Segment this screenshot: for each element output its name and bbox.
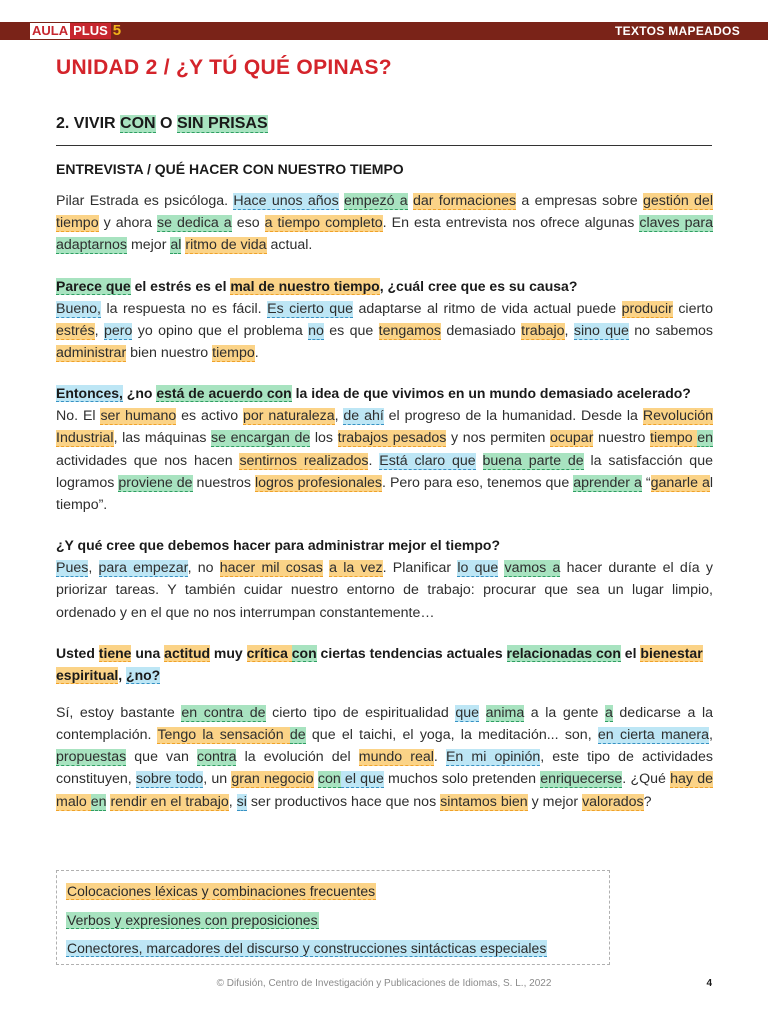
collocation-highlight: a la vez (329, 560, 383, 577)
collocation-highlight: dar formaciones (412, 193, 517, 209)
text-run: ciertas tendencias actuales (316, 644, 507, 661)
text-run: Pilar Estrada es psicóloga. (56, 193, 234, 209)
preposition-highlight: aprender a (573, 474, 642, 491)
preposition-highlight: proviene de (118, 474, 193, 491)
preposition-highlight: en (697, 430, 714, 447)
text-run: y ahora (98, 215, 157, 232)
connector-highlight: sino que (573, 322, 629, 339)
text-run: yo opino que el problema (132, 322, 309, 339)
text-run: ¿no (122, 385, 157, 402)
text-run: , ¿cuál cree que es su causa? (379, 277, 578, 294)
collocation-highlight: ritmo de vida (185, 237, 267, 254)
interview-answer (56, 702, 713, 813)
preposition-highlight: de (289, 727, 306, 744)
collocation-highlight: tiene (98, 644, 132, 661)
collocation-highlight: hacer mil cosas (219, 560, 323, 577)
text-run: el estrés es el (130, 277, 231, 294)
interview-question (56, 382, 713, 404)
text-run: , (334, 408, 344, 425)
text-run: dedicarse a la contemplación. (56, 704, 713, 744)
interview-answer (56, 405, 713, 516)
preposition-highlight: anima (485, 704, 525, 721)
text-run: actual. (266, 237, 313, 254)
text-run: . Planificar (382, 560, 458, 577)
section-divider (56, 145, 712, 146)
interview-question (56, 642, 713, 686)
text-run: muchos solo pretenden (383, 771, 541, 788)
page-number: 4 (706, 978, 712, 989)
text-run: , (88, 560, 99, 577)
text-run: . (254, 345, 259, 362)
spacer (56, 686, 713, 702)
text-run: a la gente (524, 704, 605, 721)
connector-highlight: en cierta manera (597, 727, 710, 744)
text-run: que van (126, 749, 198, 766)
text-run: “ (641, 474, 651, 491)
text-run: ¿Y qué cree que debemos hacer para administrar mejor el tiempo? (56, 537, 501, 554)
preposition-highlight: relacionadas con (506, 644, 621, 661)
collocation-highlight: ser humano (100, 408, 177, 425)
preposition-highlight: se encargan de (211, 430, 311, 447)
collocation-highlight: por naturaleza (242, 408, 335, 425)
section-label: TEXTOS MAPEADOS (615, 24, 740, 38)
text-run: la respuesta no es fácil. (100, 300, 268, 317)
collocation-highlight: sentirnos realizados (239, 452, 369, 469)
collocation-highlight: actitud (164, 644, 211, 661)
collocation-highlight: bienestar espiritual (56, 644, 703, 683)
interview-question (56, 534, 713, 556)
legend-label: Colocaciones léxicas y combinaciones frecuentes (67, 883, 376, 899)
text-run: nuestros (192, 474, 255, 491)
text-run: el (620, 644, 641, 661)
collocation-highlight: sintamos bien (440, 793, 528, 810)
connector-highlight: Entonces, (56, 385, 123, 402)
text-run: , (709, 727, 713, 744)
intro-paragraph (56, 190, 713, 257)
interview-question (56, 275, 713, 297)
collocation-highlight: gestión del tiempo (56, 193, 713, 232)
text-run: a empresas sobre (516, 193, 643, 209)
text-run: cierto (672, 300, 714, 317)
aula-plus-logo (30, 23, 123, 39)
text-run (479, 705, 486, 721)
text-run: nuestro (593, 430, 651, 447)
interview-blocks (56, 275, 713, 813)
text-run: , (228, 793, 237, 810)
text-run: demasiado (440, 322, 522, 339)
header-bar (0, 22, 768, 40)
preposition-highlight: Parece que (56, 277, 131, 294)
collocation-highlight: crítica (246, 644, 292, 661)
connector-highlight: el que (340, 771, 384, 788)
text-run: , no (187, 560, 220, 577)
text-run: , un (203, 771, 232, 788)
connector-highlight: para empezar (98, 560, 188, 577)
text-run: No. El (56, 408, 101, 425)
text-run: , (94, 322, 104, 339)
copyright-footer: © Difusión, Centro de Investigación y Publicaciones de Idiomas, S. L., 2022 (216, 978, 552, 989)
preposition-highlight: con (291, 644, 317, 661)
text-run: es activo (176, 408, 243, 425)
text-run: no sabemos (628, 322, 714, 339)
collocation-highlight: gran negocio (231, 771, 314, 788)
preposition-highlight: vamos a (504, 560, 561, 577)
collocation-highlight: tengamos (378, 322, 441, 339)
text-run: y nos permiten (446, 430, 551, 447)
collocation-highlight: trabajo (521, 322, 565, 339)
preposition-highlight: propuestas (56, 749, 127, 766)
collocation-highlight: logros profesionales (254, 474, 383, 491)
collocation-highlight: Tengo la sensación (157, 727, 290, 744)
text-run (476, 453, 483, 469)
preposition-highlight: contra (197, 749, 237, 766)
section-title (56, 115, 268, 133)
text-run: los (310, 430, 338, 447)
collocation-highlight: estrés (56, 322, 95, 339)
logo-part-aula: AULA (32, 23, 69, 38)
text-run: la evolución del (236, 749, 359, 766)
text-run: bien nuestro (126, 345, 213, 362)
preposition-highlight: al (170, 237, 182, 254)
text-run: hacer durante el día y priorizar tareas. Y también cuidar nuestro entorno de trabajo: procurar que sea un lugar limpio, ordenado y en el que no nos interrumpan constantemente… (56, 560, 713, 621)
text-run: adaptarse al ritmo de vida actual puede (352, 300, 622, 317)
connector-highlight: que (455, 704, 479, 721)
legend-item-connectors (66, 938, 600, 958)
text-run: mejor (127, 237, 171, 254)
text-run: Usted (56, 644, 99, 661)
collocation-highlight: tiempo (212, 345, 255, 362)
unit-title: UNIDAD 2 / ¿Y TÚ QUÉ OPINAS? (56, 56, 392, 79)
preposition-highlight: se dedica a (157, 215, 232, 232)
text-run: ser productivos hace que nos (246, 793, 441, 810)
collocation-highlight: a tiempo completo (264, 215, 383, 232)
collocation-highlight: mal de nuestro tiempo (230, 277, 380, 294)
text-run: eso (231, 215, 265, 232)
text-run: , (564, 322, 574, 339)
text-run: Sí, estoy bastante (56, 704, 182, 721)
interview-heading: ENTREVISTA / QUÉ HACER CON NUESTRO TIEMPO (56, 161, 404, 177)
preposition-highlight: adaptarnos (56, 237, 127, 254)
text-run: que el taichi, el yoga, la meditación... son, (305, 727, 598, 744)
text-run: . En esta entrevista nos ofrece algunas (382, 215, 640, 232)
section-title-o: O (155, 115, 177, 132)
text-run: una (131, 644, 165, 661)
preposition-highlight: en (90, 793, 107, 810)
logo-part-level: 5 (112, 22, 122, 39)
text-run: , este tipo de actividades constituyen, (56, 749, 714, 788)
connector-highlight: ¿no? (126, 666, 161, 683)
collocation-highlight: trabajos pesados (337, 430, 447, 447)
connector-highlight: si (236, 793, 247, 810)
connector-highlight: Hace unos años (233, 193, 339, 209)
collocation-highlight: ganarle a (650, 474, 710, 491)
text-run: la idea de que vivimos en un mundo demasiado acelerado? (291, 385, 691, 402)
collocation-highlight: rendir en el trabajo (110, 793, 229, 810)
interview-answer (56, 557, 713, 624)
preposition-highlight: claves para (639, 215, 713, 232)
highlight-legend (56, 870, 610, 965)
text-run: y mejor (527, 793, 583, 810)
legend-label: Conectores, marcadores del discurso y construcciones sintácticas especiales (67, 940, 547, 956)
collocation-highlight: mundo real (358, 749, 434, 766)
text-run: ? (643, 793, 652, 810)
collocation-highlight: valorados (582, 793, 644, 810)
text-run: , (118, 666, 127, 683)
connector-highlight: lo que (457, 560, 499, 577)
connector-highlight: no (308, 322, 324, 339)
connector-highlight: En mi opinión (445, 749, 541, 766)
text-run: . (433, 749, 446, 766)
section-title-number: 2. VIVIR (56, 115, 121, 132)
preposition-highlight: enriquecerse (540, 771, 623, 788)
text-run: el progreso de la humanidad. Desde la (383, 408, 643, 425)
connector-highlight: pero (103, 322, 133, 339)
section-title-con: CON (120, 115, 156, 132)
preposition-highlight: en contra de (181, 704, 266, 721)
legend-item-prepositions (66, 910, 600, 930)
connector-highlight: Pues (56, 560, 89, 577)
legend-item-collocations (66, 881, 600, 901)
text-run: , las máquinas (113, 430, 212, 447)
preposition-highlight: con (317, 771, 341, 788)
preposition-highlight: buena parte de (482, 452, 584, 469)
text-run: cierto tipo de espiritualidad (265, 704, 456, 721)
preposition-highlight: empezó a (343, 193, 408, 209)
logo-part-plus: PLUS (70, 23, 111, 39)
collocation-highlight: producir (621, 300, 673, 317)
collocation-highlight: ocupar (550, 430, 594, 447)
connector-highlight: sobre todo (135, 771, 204, 788)
text-run: . (368, 452, 380, 469)
connector-highlight: Está claro que (379, 452, 476, 469)
text-run: es que (323, 322, 379, 339)
text-run: l tiempo”. (56, 474, 713, 514)
collocation-highlight: Revolución Industrial (56, 408, 714, 447)
text-run: actividades que nos hacen (56, 452, 240, 469)
text-run: . ¿Qué (622, 771, 671, 788)
preposition-highlight: a (604, 704, 613, 721)
section-title-sin-prisas: SIN PRISAS (176, 115, 268, 132)
interview-answer (56, 298, 713, 365)
collocation-highlight: hay de malo (56, 771, 713, 810)
collocation-highlight: tiempo (650, 430, 698, 447)
text-run: la satisfacción que logramos (56, 452, 713, 491)
connector-highlight: Bueno, (56, 300, 101, 317)
interview-content (56, 158, 713, 813)
text-run: . Pero para eso, tenemos que (382, 474, 574, 491)
connector-highlight: de ahí (343, 408, 384, 425)
connector-highlight: Es cierto que (267, 300, 353, 317)
preposition-highlight: está de acuerdo con (156, 385, 292, 402)
text-run: muy (210, 644, 247, 661)
collocation-highlight: administrar (56, 345, 127, 362)
legend-label: Verbos y expresiones con preposiciones (67, 911, 318, 928)
